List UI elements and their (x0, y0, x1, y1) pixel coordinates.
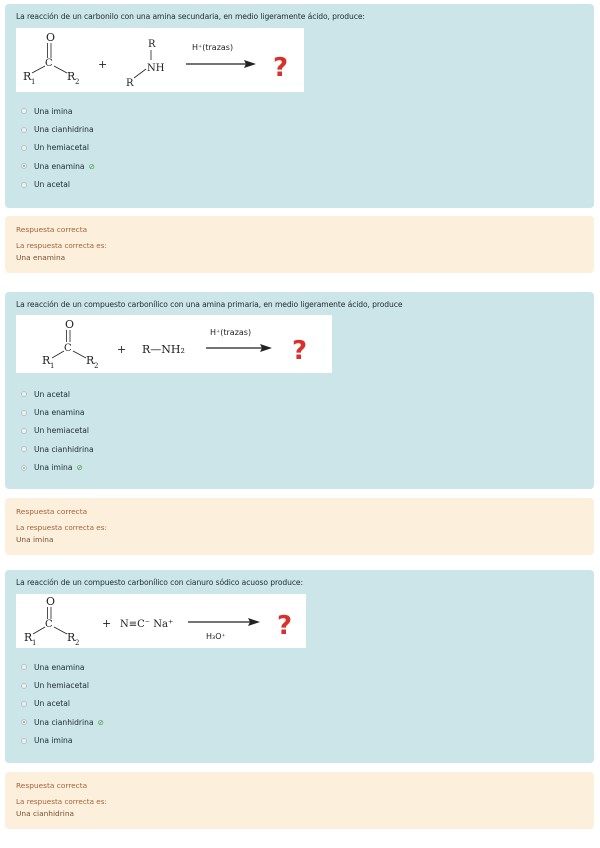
svg-text:R—NH₂: R—NH₂ (142, 343, 185, 356)
feedback-card-2 (5, 498, 594, 555)
radio-button-checked[interactable] (21, 719, 27, 725)
answer-options (21, 658, 104, 750)
radio-button[interactable] (21, 664, 27, 670)
svg-text:R: R (24, 631, 33, 644)
feedback-answer: Una cianhidrina (16, 809, 75, 818)
option-label: Una imina (34, 106, 73, 116)
check-circle-icon: ⊘ (88, 161, 95, 171)
answer-option[interactable] (21, 422, 94, 440)
feedback-title: Respuesta correcta (16, 507, 88, 516)
svg-text:R: R (126, 78, 134, 89)
radio-button[interactable] (21, 446, 27, 452)
option-label: Una cianhidrina (34, 444, 94, 454)
answer-options (21, 385, 94, 477)
question-card-1 (5, 4, 594, 208)
svg-text:R: R (67, 631, 76, 644)
question-text: La reacción de un compuesto carbonílico con cianuro sódico acuoso produce: (16, 578, 303, 587)
radio-button[interactable] (21, 182, 27, 188)
radio-button[interactable] (21, 738, 27, 744)
question-mark-icon: ? (292, 336, 308, 366)
reaction-image (16, 315, 332, 373)
svg-text:O: O (46, 31, 56, 44)
option-label: Una imina (34, 736, 73, 746)
svg-text:R: R (42, 354, 51, 367)
radio-button[interactable] (21, 428, 27, 434)
check-circle-icon: ⊘ (97, 717, 105, 727)
option-label: Una cianhidrina (34, 717, 94, 727)
reaction-scheme (16, 315, 332, 373)
option-label: Una enamina (34, 408, 85, 418)
plus-sign: + (117, 343, 127, 356)
radio-button[interactable] (21, 410, 27, 416)
answer-option[interactable] (21, 676, 104, 694)
question-text: La reacción de un carbonilo con una amina secundaria, en medio ligeramente ácido, produce: (16, 12, 365, 21)
question-card-2 (5, 292, 594, 489)
option-label: Una cianhidrina (34, 125, 94, 135)
radio-button[interactable] (21, 108, 27, 114)
answer-option[interactable] (21, 120, 95, 138)
answer-option[interactable] (21, 139, 95, 157)
answer-option[interactable] (21, 102, 95, 120)
option-label: Un acetal (34, 699, 71, 709)
check-circle-icon: ⊘ (76, 463, 83, 473)
reaction-scheme (16, 594, 306, 648)
reaction-image (16, 28, 304, 92)
option-label: Un hemiacetal (34, 143, 90, 153)
svg-text:R: R (23, 70, 32, 83)
answer-option[interactable] (21, 385, 94, 403)
svg-text:H⁺(trazas): H⁺(trazas) (192, 43, 234, 52)
answer-option[interactable] (21, 658, 104, 676)
svg-text:O: O (65, 318, 75, 331)
question-text: La reacción de un compuesto carbonílico con una amina primaria, en medio ligeramente ácido, produce (16, 300, 403, 309)
svg-text:N≡C⁻ Na⁺: N≡C⁻ Na⁺ (120, 619, 174, 630)
radio-button[interactable] (21, 145, 27, 151)
feedback-title: Respuesta correcta (16, 781, 88, 790)
svg-text:C: C (45, 58, 53, 69)
plus-sign: + (98, 58, 108, 71)
option-label: Una enamina (34, 161, 85, 171)
plus-sign: + (102, 617, 112, 630)
option-label: Un acetal (34, 180, 71, 190)
svg-text:C: C (64, 343, 72, 354)
question-mark-icon: ? (273, 53, 289, 83)
svg-text:R: R (86, 354, 95, 367)
svg-text:2: 2 (94, 362, 99, 370)
answer-options (21, 102, 95, 194)
answer-option-selected[interactable] (21, 713, 104, 731)
feedback-lead: La respuesta correcta es: (16, 241, 107, 250)
svg-text:NH: NH (147, 63, 165, 74)
answer-option[interactable] (21, 732, 104, 750)
radio-button-checked[interactable] (21, 163, 27, 169)
radio-button-checked[interactable] (21, 465, 27, 471)
feedback-title: Respuesta correcta (16, 225, 88, 234)
answer-option[interactable] (21, 176, 95, 194)
svg-text:H⁺(trazas): H⁺(trazas) (210, 328, 252, 337)
svg-text:1: 1 (31, 78, 36, 86)
svg-text:1: 1 (50, 362, 55, 370)
svg-text:H₃O⁺: H₃O⁺ (206, 632, 226, 641)
option-label: Una imina (34, 463, 73, 473)
svg-text:R: R (148, 39, 156, 50)
option-label: Un acetal (34, 389, 71, 399)
option-label: Un hemiacetal (34, 681, 90, 691)
radio-button[interactable] (21, 391, 27, 397)
option-label: Una enamina (34, 662, 85, 672)
feedback-answer: Una imina (16, 535, 54, 544)
feedback-answer: Una enamina (16, 253, 66, 262)
question-mark-icon: ? (277, 611, 293, 641)
option-label: Un hemiacetal (34, 426, 90, 436)
feedback-lead: La respuesta correcta es: (16, 523, 107, 532)
answer-option-selected[interactable] (21, 157, 95, 175)
radio-button[interactable] (21, 701, 27, 707)
svg-text:O: O (46, 595, 56, 608)
svg-text:2: 2 (75, 639, 80, 647)
svg-text:2: 2 (75, 78, 80, 86)
feedback-card-1 (5, 216, 594, 273)
reaction-scheme (16, 28, 304, 92)
feedback-lead: La respuesta correcta es: (16, 797, 107, 806)
question-card-3 (5, 570, 594, 763)
radio-button[interactable] (21, 683, 27, 689)
answer-option[interactable] (21, 440, 94, 458)
reaction-image (16, 594, 306, 648)
feedback-card-3 (5, 772, 594, 829)
svg-text:C: C (45, 619, 53, 630)
answer-option-selected[interactable] (21, 459, 94, 477)
svg-text:1: 1 (32, 639, 37, 647)
answer-option[interactable] (21, 695, 104, 713)
svg-text:R: R (67, 70, 76, 83)
answer-option[interactable] (21, 403, 94, 421)
radio-button[interactable] (21, 127, 27, 133)
